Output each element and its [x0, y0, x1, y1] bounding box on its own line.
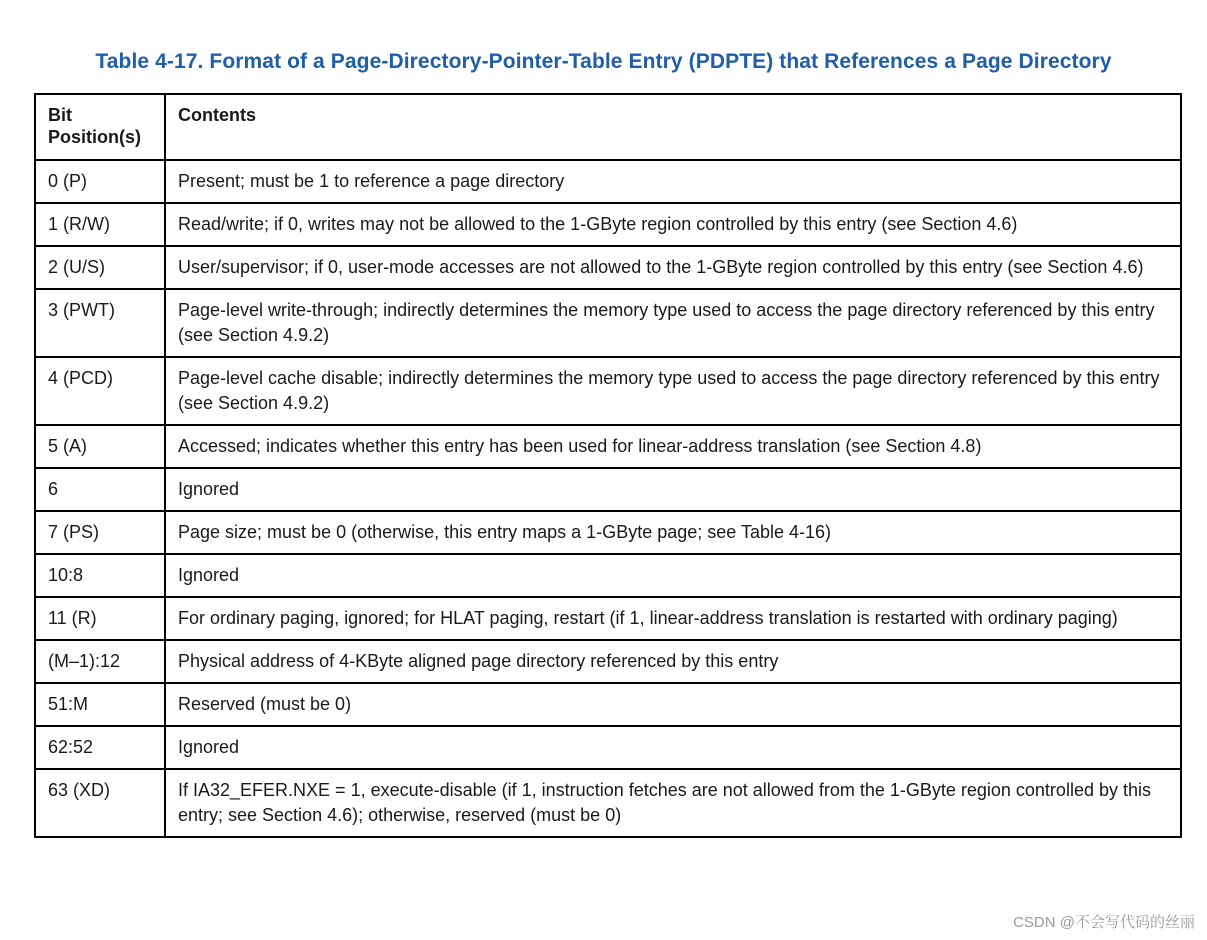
table-row — [35, 683, 1181, 726]
table-row — [35, 289, 1181, 357]
contents-cell: Page size; must be 0 (otherwise, this entry maps a 1-GByte page; see Table 4-16) — [165, 511, 1181, 554]
watermark: CSDN @不会写代码的丝丽 — [1013, 914, 1195, 931]
header-bit-position: Bit Position(s) — [35, 94, 165, 160]
bit-position-cell: 4 (PCD) — [35, 357, 165, 425]
contents-cell: If IA32_EFER.NXE = 1, execute-disable (if 1, instruction fetches are not allowed from the 1-GByte region controlled by this entry; see Section 4.6); otherwise, reserved (must be 0) — [165, 769, 1181, 837]
table-row — [35, 769, 1181, 837]
contents-cell: User/supervisor; if 0, user-mode accesses are not allowed to the 1-GByte region controlled by this entry (see Section 4.6) — [165, 246, 1181, 289]
table-row — [35, 554, 1181, 597]
contents-cell: Accessed; indicates whether this entry has been used for linear-address translation (see Section 4.8) — [165, 425, 1181, 468]
bit-position-cell: 51:M — [35, 683, 165, 726]
table-row — [35, 597, 1181, 640]
table-row — [35, 357, 1181, 425]
contents-cell: For ordinary paging, ignored; for HLAT paging, restart (if 1, linear-address translation is restarted with ordinary paging) — [165, 597, 1181, 640]
bit-position-cell: 1 (R/W) — [35, 203, 165, 246]
table-row — [35, 203, 1181, 246]
contents-cell: Present; must be 1 to reference a page directory — [165, 160, 1181, 203]
bit-position-cell: 2 (U/S) — [35, 246, 165, 289]
contents-cell: Physical address of 4-KByte aligned page directory referenced by this entry — [165, 640, 1181, 683]
table-row — [35, 246, 1181, 289]
pdpte-format-table — [34, 93, 1182, 838]
table-row — [35, 640, 1181, 683]
bit-position-cell: 5 (A) — [35, 425, 165, 468]
table-row — [35, 726, 1181, 769]
header-contents: Contents — [165, 94, 1181, 160]
bit-position-cell: 63 (XD) — [35, 769, 165, 837]
bit-position-cell: 10:8 — [35, 554, 165, 597]
bit-position-cell: 0 (P) — [35, 160, 165, 203]
table-header-row — [35, 94, 1181, 160]
table-title: Table 4-17. Format of a Page-Directory-Pointer-Table Entry (PDPTE) that References a Page Directory — [95, 50, 1112, 73]
contents-cell: Ignored — [165, 726, 1181, 769]
contents-cell: Read/write; if 0, writes may not be allowed to the 1-GByte region controlled by this entry (see Section 4.6) — [165, 203, 1181, 246]
table-row — [35, 511, 1181, 554]
contents-cell: Ignored — [165, 554, 1181, 597]
bit-position-cell: 7 (PS) — [35, 511, 165, 554]
table-row — [35, 468, 1181, 511]
bit-position-cell: 3 (PWT) — [35, 289, 165, 357]
contents-cell: Ignored — [165, 468, 1181, 511]
contents-cell: Page-level cache disable; indirectly determines the memory type used to access the page directory referenced by this entry (see Section 4.9.2) — [165, 357, 1181, 425]
table-row — [35, 425, 1181, 468]
bit-position-cell: 62:52 — [35, 726, 165, 769]
bit-position-cell: (M–1):12 — [35, 640, 165, 683]
contents-cell: Reserved (must be 0) — [165, 683, 1181, 726]
bit-position-cell: 6 — [35, 468, 165, 511]
bit-position-cell: 11 (R) — [35, 597, 165, 640]
table-row — [35, 160, 1181, 203]
contents-cell: Page-level write-through; indirectly determines the memory type used to access the page directory referenced by this entry (see Section 4.9.2) — [165, 289, 1181, 357]
